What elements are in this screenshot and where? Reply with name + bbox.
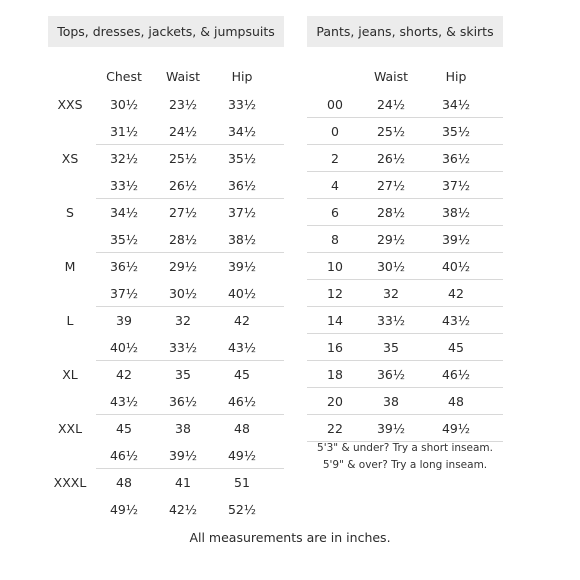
chest-value: 42 [116,367,132,382]
tops-section-header: Tops, dresses, jackets, & jumpsuits [48,16,284,47]
size-label: 18 [327,367,343,382]
hip-value: 48 [448,394,464,409]
table-row [48,496,284,523]
bottoms-section-header: Pants, jeans, shorts, & skirts [307,16,503,47]
table-row [307,226,503,253]
hip-value: 52½ [227,502,257,517]
table-row [307,118,503,145]
size-label: XL [62,367,78,382]
hip-value: 39½ [227,259,257,274]
tops-rows [48,91,284,523]
hip-value: 36½ [227,178,257,193]
waist-value: 33½ [168,340,198,355]
waist-value: 38 [383,394,399,409]
size-label: 14 [327,313,343,328]
waist-value: 36½ [376,367,406,382]
size-label: 10 [327,259,343,274]
chest-value: 48 [116,475,132,490]
table-row [48,172,284,199]
size-label: XXXL [53,475,87,490]
bottoms-size-table [307,16,503,442]
waist-value: 28½ [168,232,198,247]
waist-value: 38 [175,421,191,436]
size-label: XXS [57,97,83,112]
tops-column-headers [48,61,284,91]
table-row [307,307,503,334]
waist-value: 35 [383,340,399,355]
waist-value: 25½ [168,151,198,166]
waist-value: 35 [175,367,191,382]
table-row [307,415,503,442]
waist-value: 25½ [376,124,406,139]
waist-value: 24½ [376,97,406,112]
table-row [307,388,503,415]
hip-value: 33½ [227,97,257,112]
waist-value: 26½ [376,151,406,166]
chest-value: 36½ [109,259,139,274]
size-label: 12 [327,286,343,301]
hip-value: 35½ [227,151,257,166]
table-row [48,199,284,226]
tops-size-table [48,16,284,523]
waist-value: 23½ [168,97,198,112]
hip-value: 46½ [441,367,471,382]
waist-value: 33½ [376,313,406,328]
hip-value: 43½ [227,340,257,355]
waist-value: 32 [383,286,399,301]
table-row [307,145,503,172]
bottoms-rows [307,91,503,442]
bottoms-column-headers [307,61,503,91]
table-row [48,91,284,118]
size-label: 20 [327,394,343,409]
chest-value: 39 [116,313,132,328]
size-label: 00 [327,97,343,112]
hip-value: 49½ [227,448,257,463]
chest-value: 49½ [109,502,139,517]
waist-value: 26½ [168,178,198,193]
size-label: 0 [331,124,339,139]
hip-value: 48 [234,421,250,436]
waist-value: 39½ [376,421,406,436]
hip-value: 45 [448,340,464,355]
waist-value: 32 [175,313,191,328]
hip-value: 34½ [441,97,471,112]
table-row [48,118,284,145]
chest-value: 35½ [109,232,139,247]
hip-value: 39½ [441,232,471,247]
hip-value: 34½ [227,124,257,139]
chest-value: 46½ [109,448,139,463]
hip-value: 38½ [441,205,471,220]
size-label: 4 [331,178,339,193]
chest-value: 43½ [109,394,139,409]
table-row [307,280,503,307]
size-label: 2 [331,151,339,166]
hip-value: 49½ [441,421,471,436]
table-row [307,199,503,226]
size-label: 8 [331,232,339,247]
waist-value: 30½ [376,259,406,274]
waist-value: 30½ [168,286,198,301]
table-row [48,280,284,307]
table-row [48,469,284,496]
chest-value: 30½ [109,97,139,112]
waist-value: 24½ [168,124,198,139]
waist-value: 42½ [168,502,198,517]
size-label: 22 [327,421,343,436]
long-inseam-note: 5'9" & over? Try a long inseam. [322,459,488,471]
table-row [307,91,503,118]
waist-value: 29½ [168,259,198,274]
chest-value: 34½ [109,205,139,220]
hip-value: 38½ [227,232,257,247]
table-row [48,334,284,361]
waist-value: 41 [175,475,191,490]
size-label: M [64,259,76,274]
hip-value: 36½ [441,151,471,166]
size-label: XXL [57,421,83,436]
bottoms-col-waist: Waist [373,69,409,84]
size-label: XS [61,151,79,166]
hip-value: 45 [234,367,250,382]
table-row [48,226,284,253]
hip-value: 46½ [227,394,257,409]
hip-value: 42 [448,286,464,301]
bottoms-col-hip: Hip [445,69,467,84]
short-inseam-note: 5'3" & under? Try a short inseam. [317,442,493,454]
table-row [48,415,284,442]
hip-value: 35½ [441,124,471,139]
tops-col-waist: Waist [165,69,201,84]
waist-value: 27½ [168,205,198,220]
table-row [48,145,284,172]
chest-value: 45 [116,421,132,436]
chest-value: 31½ [109,124,139,139]
hip-value: 42 [234,313,250,328]
table-row [48,253,284,280]
table-row [48,361,284,388]
table-row [48,388,284,415]
waist-value: 27½ [376,178,406,193]
waist-value: 28½ [376,205,406,220]
chest-value: 32½ [109,151,139,166]
tops-col-chest: Chest [106,69,142,84]
waist-value: 29½ [376,232,406,247]
table-row [307,361,503,388]
size-label: 16 [327,340,343,355]
table-row [48,307,284,334]
table-row [307,334,503,361]
waist-value: 36½ [168,394,198,409]
table-row [307,253,503,280]
hip-value: 37½ [441,178,471,193]
chest-value: 37½ [109,286,139,301]
chest-value: 40½ [109,340,139,355]
table-row [48,442,284,469]
table-row [307,172,503,199]
hip-value: 51 [234,475,250,490]
size-label: 6 [331,205,339,220]
size-label: S [66,205,74,220]
hip-value: 40½ [227,286,257,301]
size-label: L [66,313,74,328]
hip-value: 37½ [227,205,257,220]
chest-value: 33½ [109,178,139,193]
waist-value: 39½ [168,448,198,463]
hip-value: 40½ [441,259,471,274]
measurements-footer: All measurements are in inches. [189,530,391,545]
hip-value: 43½ [441,313,471,328]
tops-col-hip: Hip [231,69,253,84]
